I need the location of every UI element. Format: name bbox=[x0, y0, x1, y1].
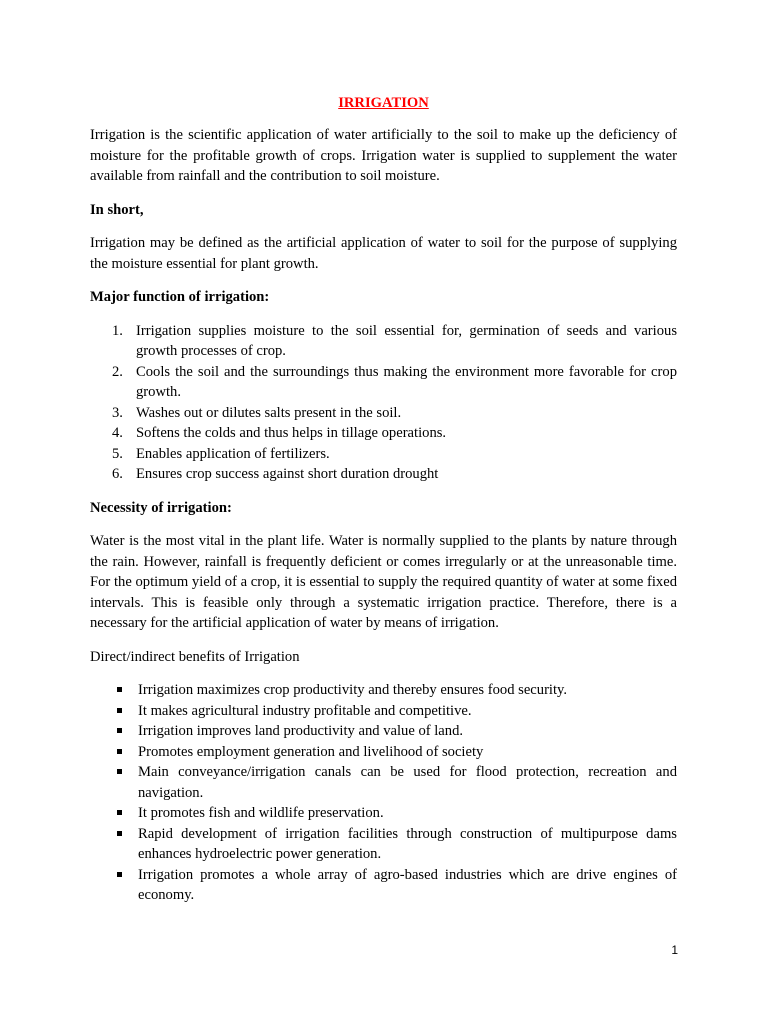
necessity-paragraph: Water is the most vital in the plant life. Water is normally supplied to the plants by nature through the rain. However, rainfall is frequently deficient or comes irregularly or at the unreasonable time. For the optimum yield of a crop, it is essential to supply the required quantity of water at some fixed intervals. This is feasible only through a systematic irrigation practice. Therefore, there is a necessary for the artificial application of water by means of irrigation. bbox=[90, 533, 677, 631]
functions-list bbox=[90, 321, 677, 485]
function-item bbox=[112, 464, 677, 485]
function-item bbox=[112, 444, 677, 465]
benefit-item: Main conveyance/irrigation canals can be used for flood protection, recreation and navigation. bbox=[138, 762, 677, 803]
function-number: 5. bbox=[112, 445, 123, 462]
document-title: IRRIGATION bbox=[338, 95, 429, 111]
benefits-list bbox=[90, 680, 677, 906]
benefit-item: Irrigation maximizes crop productivity and thereby ensures food security. bbox=[138, 680, 677, 701]
function-number: 1. bbox=[112, 322, 123, 339]
function-text: Ensures crop success against short duration drought bbox=[136, 466, 439, 482]
benefit-item: It makes agricultural industry profitable and competitive. bbox=[138, 701, 677, 722]
function-item bbox=[112, 423, 677, 444]
function-number: 2. bbox=[112, 363, 123, 380]
function-number: 3. bbox=[112, 404, 123, 421]
function-item bbox=[112, 362, 677, 403]
benefit-item: It promotes fish and wildlife preservation. bbox=[138, 803, 677, 824]
function-text: Washes out or dilutes salts present in the soil. bbox=[136, 404, 402, 421]
function-item bbox=[112, 321, 677, 362]
benefit-item: Irrigation improves land productivity and value of land. bbox=[138, 721, 677, 742]
intro-paragraph: Irrigation is the scientific application of water artificially to the soil to make up the deficiency of moisture for the profitable growth of crops. Irrigation water is supplied to supplement the water available from rainfall and the contribution to soil moisture. bbox=[90, 127, 677, 184]
function-text: Enables application of fertilizers. bbox=[136, 445, 330, 462]
function-text: Cools the soil and the surroundings thus making the environment more favorable for crop growth. bbox=[136, 363, 677, 400]
benefits-heading: Direct/indirect benefits of Irrigation bbox=[90, 648, 300, 665]
function-text: Irrigation supplies moisture to the soil essential for, germination of seeds and various growth processes of crop. bbox=[136, 322, 677, 359]
necessity-heading: Necessity of irrigation: bbox=[90, 499, 232, 516]
benefit-item: Promotes employment generation and livelihood of society bbox=[138, 742, 677, 763]
document-page bbox=[90, 93, 677, 906]
page-number: 1 bbox=[671, 943, 678, 957]
functions-heading: Major function of irrigation: bbox=[90, 289, 270, 305]
definition-paragraph: Irrigation may be defined as the artificial application of water to soil for the purpose of supplying the moisture essential for plant growth. bbox=[90, 235, 677, 272]
in-short-heading: In short, bbox=[90, 201, 144, 218]
function-item bbox=[112, 403, 677, 424]
benefit-item: Rapid development of irrigation facilities through construction of multipurpose dams enhances hydroelectric power generation. bbox=[138, 824, 677, 865]
benefit-item: Irrigation promotes a whole array of agro-based industries which are drive engines of economy. bbox=[138, 865, 677, 906]
function-number: 6. bbox=[112, 466, 123, 482]
function-number: 4. bbox=[112, 425, 123, 441]
function-text: Softens the colds and thus helps in tillage operations. bbox=[136, 425, 447, 441]
